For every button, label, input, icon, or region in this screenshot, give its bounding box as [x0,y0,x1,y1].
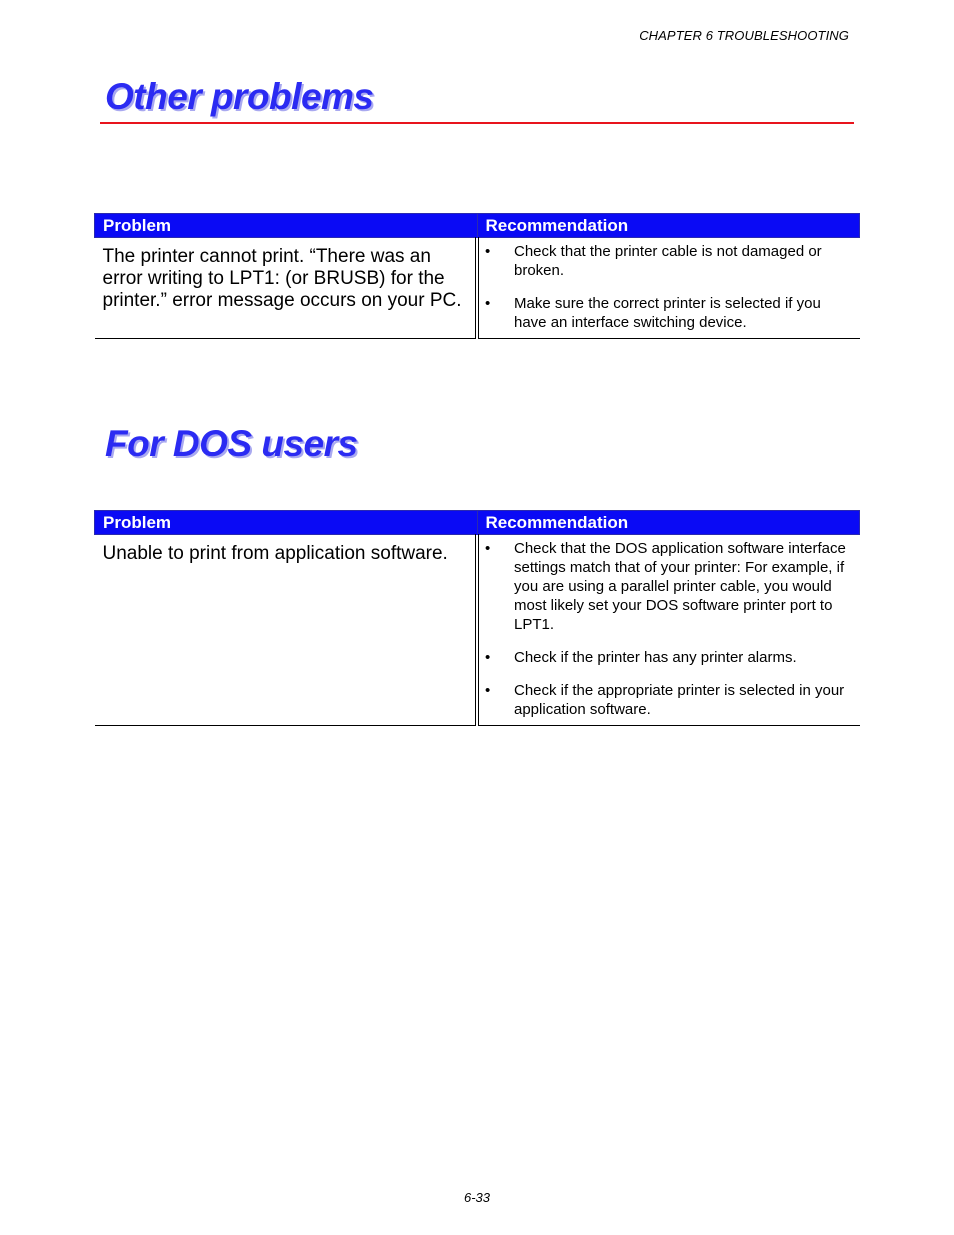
title-divider [100,122,854,124]
page-number: 6-33 [463,1190,491,1205]
problem-cell: The printer cannot print. “There was an error writing to LPT1: (or BRUSB) for the printer.” error message occurs on your PC. [95,238,478,339]
chapter-header: CHAPTER 6 TROUBLESHOOTING [639,28,849,43]
column-header-problem: Problem [95,214,478,238]
section-title-dos-users: For DOS users [105,423,358,464]
recommendation-cell [477,535,860,726]
recommendation-item: • Make sure the correct printer is selected if you have an interface switching device. [485,294,854,332]
table-row [95,535,860,726]
recommendation-item: • Check that the DOS application software interface settings match that of your printer: For example, if you are using a parallel printer cable, you would most likely set your DOS software printer port to LPT1. [485,539,854,634]
section-title-other-problems: Other problems [105,76,374,117]
recommendation-item: • Check if the appropriate printer is selected in your application software. [485,681,854,719]
column-header-recommendation: Recommendation [477,511,860,535]
table-row [95,238,860,339]
recommendation-cell [477,238,860,339]
recommendation-item: • Check if the printer has any printer alarms. [485,648,854,667]
troubleshooting-table-dos-users [94,510,860,726]
column-header-problem: Problem [95,511,478,535]
troubleshooting-table-other-problems [94,213,860,339]
recommendation-item: • Check that the printer cable is not damaged or broken. [485,242,854,280]
column-header-recommendation: Recommendation [477,214,860,238]
problem-cell: Unable to print from application software. [95,535,478,726]
